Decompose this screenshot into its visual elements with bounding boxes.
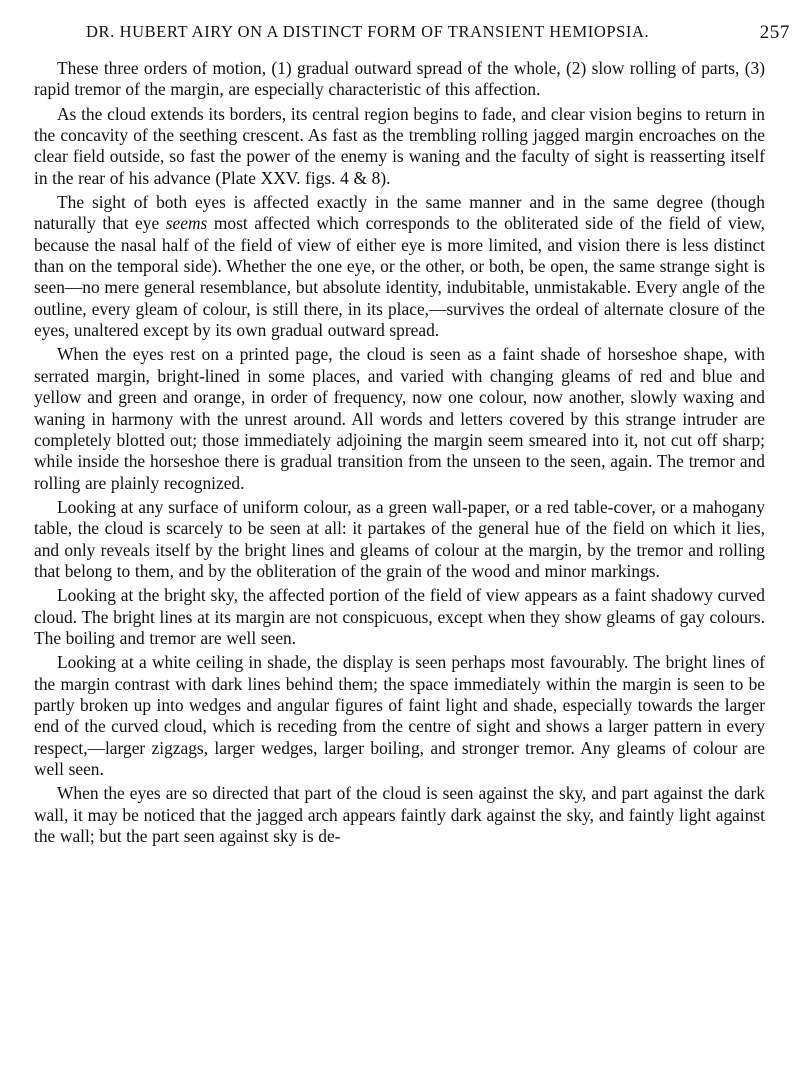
paragraph-motion-orders: These three orders of motion, (1) gradual outward spread of the whole, (2) slow rolling of parts, (3) rapid tremor of the margin, are especially characteristic of this affection. — [34, 58, 765, 100]
paragraph-both-eyes-after: most affected which corresponds to the obliterated side of the field of view, because the nasal half of the field of view of either eye is more limited, and vision there is less distinct than on the temporal side). Whether the one eye, or the other, or both, be open, the same strange sight is seen—no mere general resemblance, but absolute identity, indubitable, unmistakable. Every angle of the outline, every gleam of colour, is still there, in its place,—survives the ordeal of alternate closure of the eyes, unaltered except by its own gradual outward spread. — [34, 213, 766, 341]
paragraph-both-eyes-before: The sight of both eyes is affected exactly in the same manner and in the same degree (though naturally that eye — [34, 192, 765, 234]
paragraph-printed-page: When the eyes rest on a printed page, the cloud is seen as a faint shade of horseshoe shape, with serrated margin, bright-lined in some places, and varied with changing gleams of red and blue and yellow and green and orange, in order of frequency, now one colour, now another, slowly waxing and waning in harmony with the unrest around. All words and letters covered by this strange intruder are completely blotted out; those immediately adjoining the margin seem smeared into it, not cut off sharp; while inside the horseshoe there is gradual transition from the unseen to the seen, again. The tremor and rolling are plainly recognized. — [34, 344, 765, 493]
paragraph-uniform-colour: Looking at any surface of uniform colour, as a green wall-paper, or a red table-cover, or a mahogany table, the cloud is scarcely to be seen at all: it partakes of the general hue of the field on which it lies, and only reveals itself by the bright lines and gleams of colour at the margin, by the tremor and rolling that belong to them, and by the obliteration of the grain of the wood and minor markings. — [34, 496, 765, 581]
paragraph-bright-sky: Looking at the bright sky, the affected portion of the field of view appears as a faint shadowy curved cloud. The bright lines at its margin are not conspicuous, except when they show gleams of gay colours. The boiling and tremor are well seen. — [34, 585, 765, 648]
paragraph-sky-and-wall: When the eyes are so directed that part of the cloud is seen against the sky, and part against the dark wall, it may be noticed that the jagged arch appears faintly dark against the sky, and faintly light against the wall; but the part seen against sky is de- — [34, 783, 765, 847]
header-title: DR. HUBERT AIRY ON A DISTINCT FORM OF TRANSIENT HEMIOPSIA. — [86, 22, 650, 41]
paragraph-white-ceiling: Looking at a white ceiling in shade, the display is seen perhaps most favourably. The bright lines of the margin contrast with dark lines behind them; the space immediately within the margin is seen to be partly broken up into wedges and angular figures of faint light and shade, especially towards the larger end of the curved cloud, which is receding from the centre of sight and shows a larger pattern in every respect,—larger zigzags, larger wedges, larger boiling, and stronger tremor. Any gleams of colour are well seen. — [34, 652, 765, 779]
paragraph-cloud-extends: As the cloud extends its borders, its central region begins to fade, and clear vision begins to return in the concavity of the seething crescent. As fast as the trembling rolling jagged margin encroaches on the clear field outside, so fast the power of the enemy is waning and the faculty of sight is reasserting itself in the rear of his advance (Plate XXV. figs. 4 & 8). — [34, 103, 765, 188]
page-number: 257 — [759, 22, 790, 43]
running-header — [60, 22, 790, 50]
body-text — [34, 58, 765, 847]
paragraph-both-eyes — [34, 192, 765, 341]
emphasis-seems: seems — [165, 213, 208, 234]
